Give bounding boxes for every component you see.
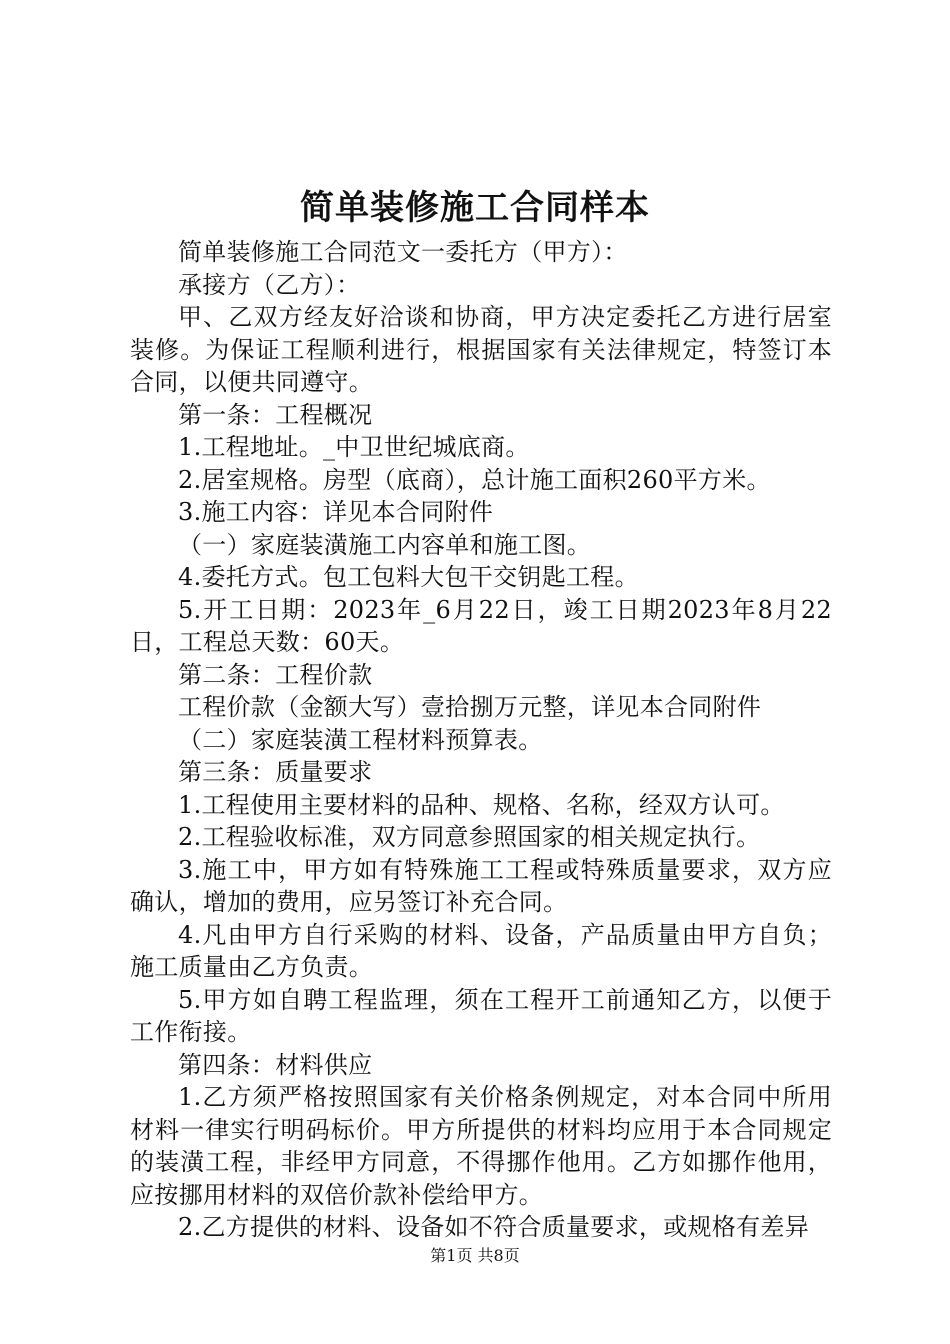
paragraph: （一）家庭装潢施工内容单和施工图。 bbox=[178, 530, 592, 559]
document-body bbox=[130, 236, 832, 1244]
paragraph: 2.居室规格。房型（底商），总计施工面积260平方米。 bbox=[178, 465, 771, 494]
section-heading-1: 第一条：工程概况 bbox=[178, 400, 373, 429]
section-heading-4: 第四条：材料供应 bbox=[178, 1050, 373, 1079]
section-heading-3: 第三条：质量要求 bbox=[178, 758, 373, 786]
page-number-footer: 第1页 共8页 bbox=[430, 1246, 520, 1265]
paragraph: 1.工程地址。_中卫世纪城底商。 bbox=[178, 433, 530, 461]
section-heading-2: 第二条：工程价款 bbox=[178, 660, 373, 689]
paragraph: 工程价款（金额大写）壹拾捌万元整，详见本合同附件 bbox=[178, 693, 762, 721]
paragraph: 3.施工内容：详见本合同附件 bbox=[178, 498, 494, 526]
paragraph-intro: 简单装修施工合同范文一委托方（甲方）： bbox=[178, 238, 628, 266]
paragraph: 5.开工日期：2023年_6月22日，竣工日期2023年8月22日，工程总天数：60天。 bbox=[130, 595, 832, 656]
paragraph: 3.施工中，甲方如有特殊施工工程或特殊质量要求，双方应确认，增加的费用，应另签订补充合同。 bbox=[130, 855, 832, 916]
paragraph: 4.委托方式。包工包料大包干交钥匙工程。 bbox=[178, 563, 639, 591]
paragraph: 1.工程使用主要材料的品种、规格、名称，经双方认可。 bbox=[178, 790, 785, 819]
paragraph: （二）家庭装潢工程材料预算表。 bbox=[178, 725, 543, 754]
paragraph: 4.凡由甲方自行采购的材料、设备，产品质量由甲方自负；施工质量由乙方负责。 bbox=[130, 920, 832, 981]
paragraph: 5.甲方如自聘工程监理，须在工程开工前通知乙方，以便于工作衔接。 bbox=[130, 985, 832, 1046]
paragraph: 2.工程验收标准，双方同意参照国家的相关规定执行。 bbox=[178, 823, 761, 851]
paragraph-contractor: 承接方（乙方）： bbox=[178, 270, 361, 299]
page-title: 简单装修施工合同样本 bbox=[300, 188, 650, 228]
paragraph: 1.乙方须严格按照国家有关价格条例规定，对本合同中所用材料一律实行明码标价。甲方所提供的材料均应用于本合同规定的装潢工程，非经甲方同意，不得挪作他用。乙方如挪作他用，应按挪用材料的双倍价款补偿给甲方。 bbox=[130, 1083, 832, 1209]
paragraph: 2.乙方提供的材料、设备如不符合质量要求，或规格有差异 bbox=[178, 1213, 809, 1241]
paragraph-preamble: 甲、乙双方经友好洽谈和协商，甲方决定委托乙方进行居室装修。为保证工程顺利进行，根据国家有关法律规定，特签订本合同，以便共同遵守。 bbox=[130, 303, 832, 396]
